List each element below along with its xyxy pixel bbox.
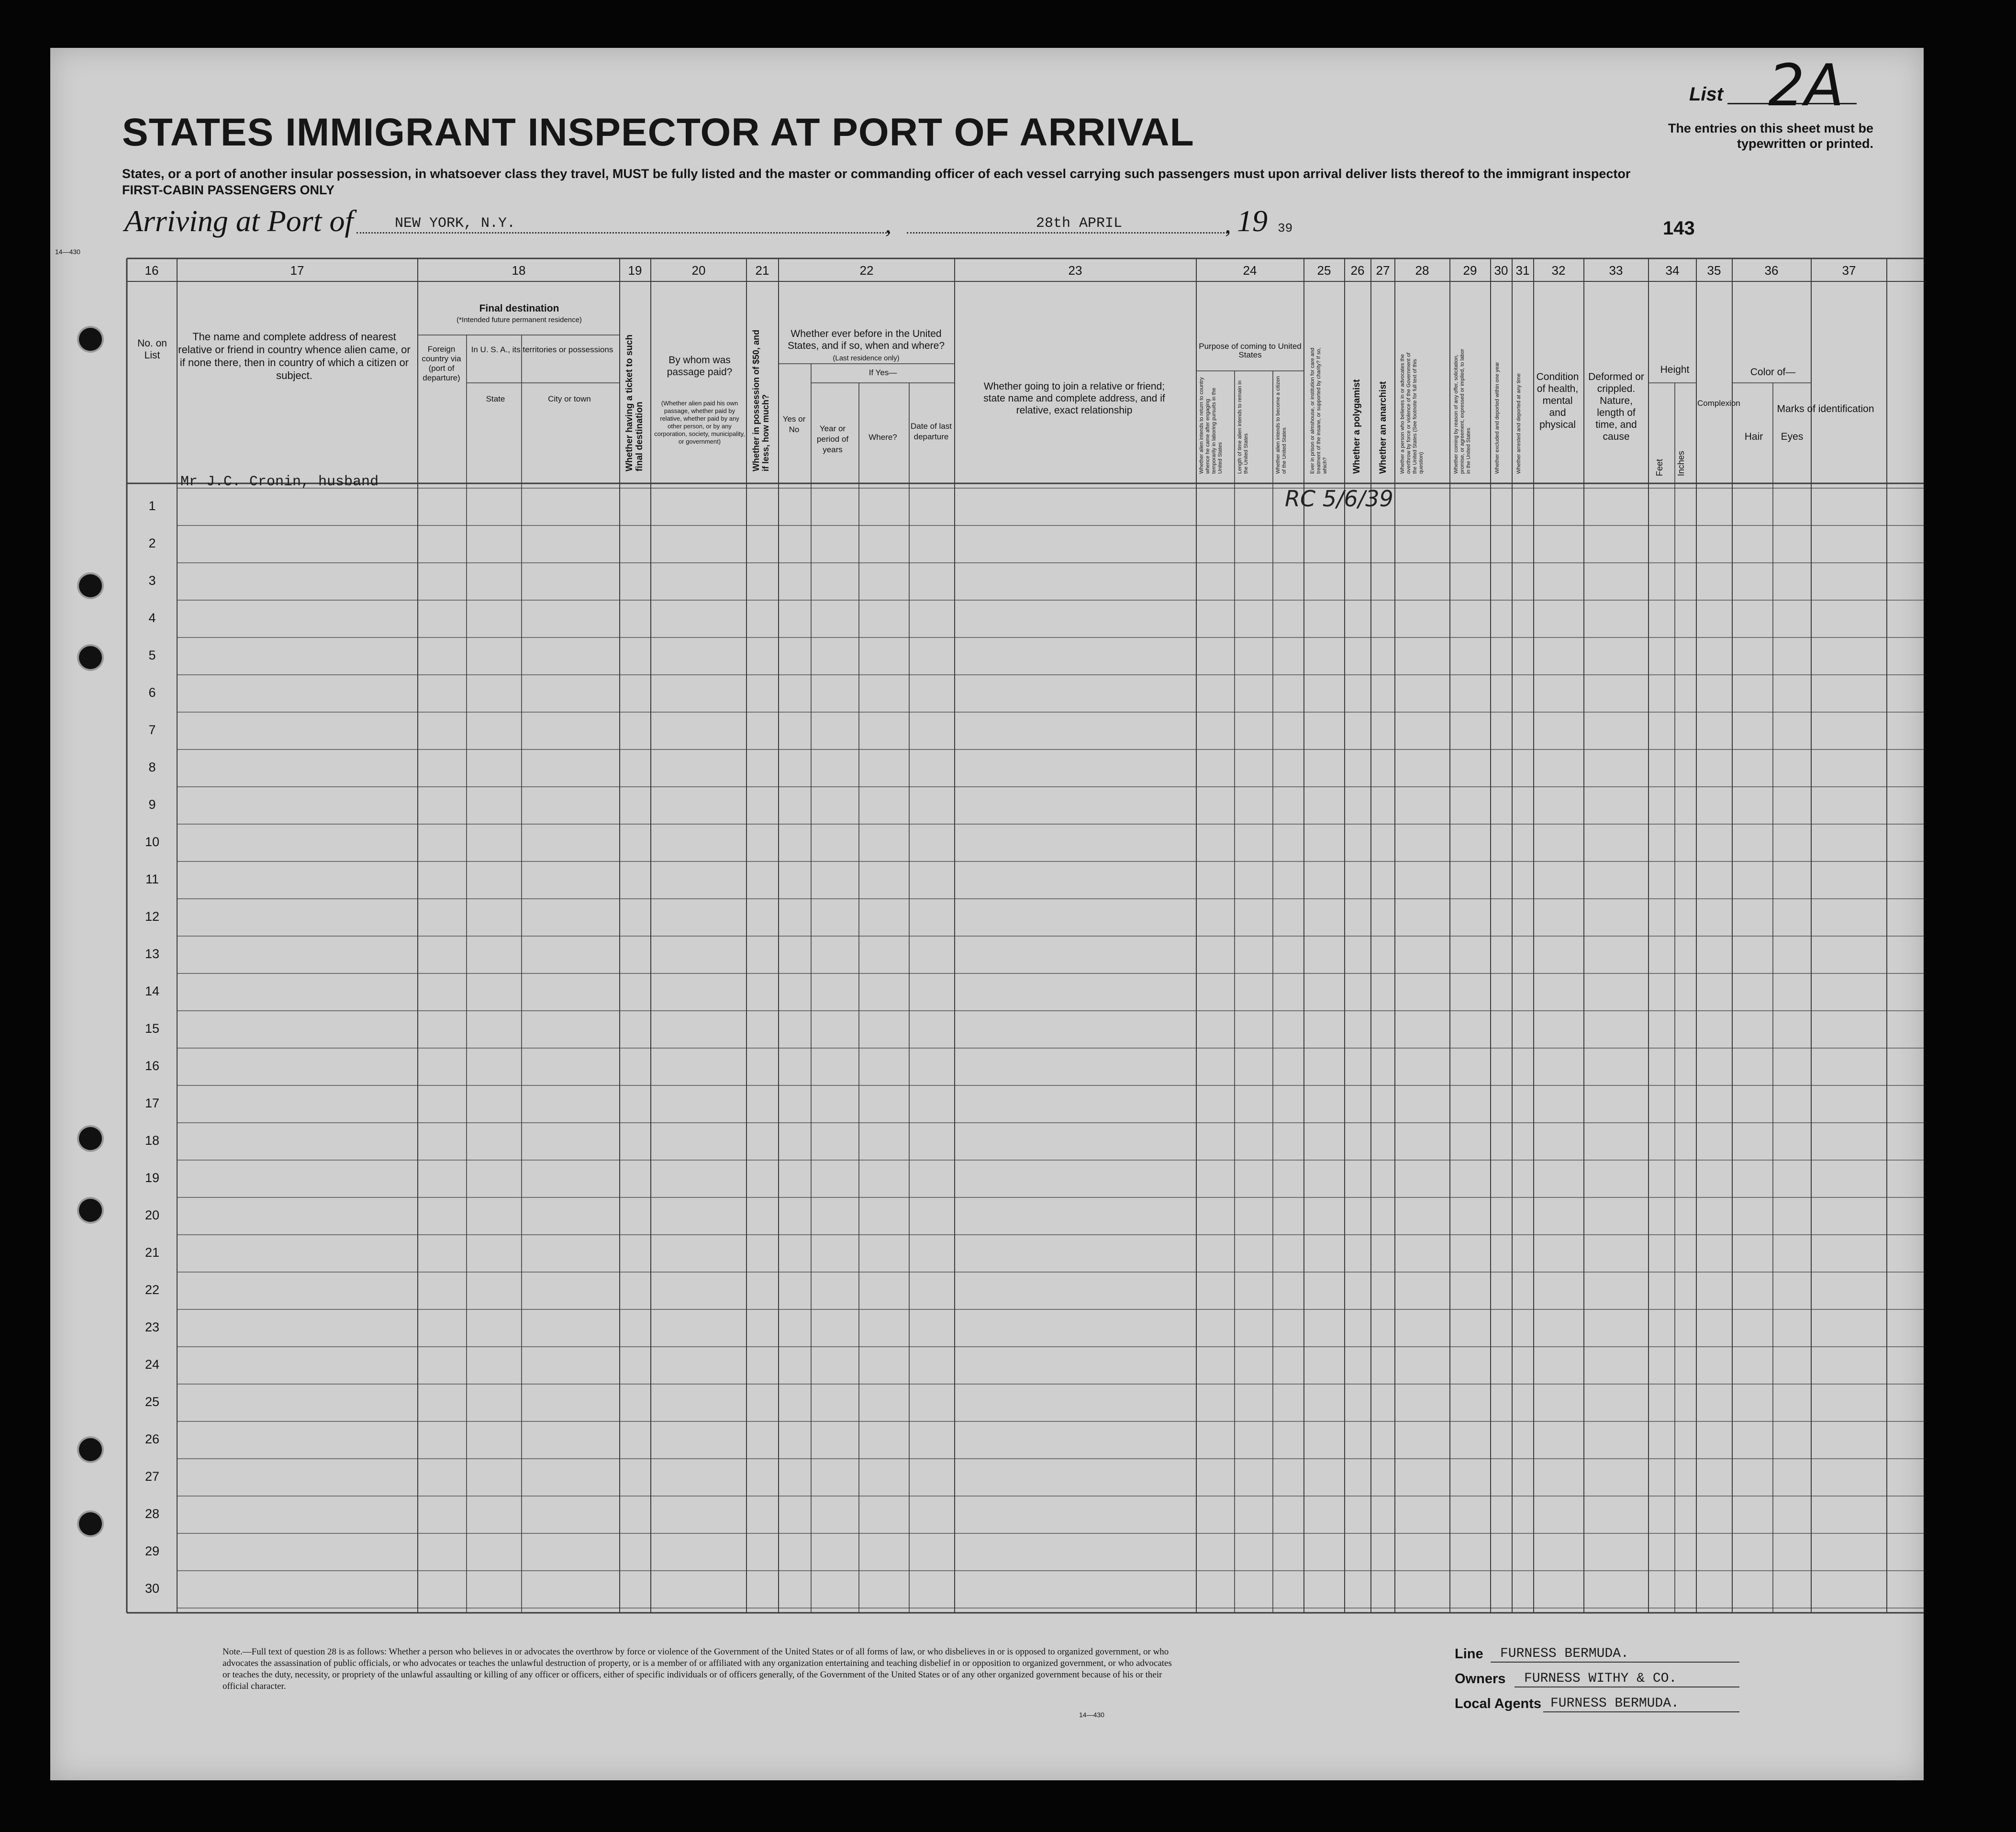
header-col28: Whether a person who believes in or advocates the overthrow by force or violence of the Government of the United States (See footnote for full text of this question) <box>1400 352 1424 474</box>
header-col33: Deformed or crippled. Nature, length of time, and cause <box>1588 371 1644 442</box>
header-col30: Whether excluded and deported within one year <box>1494 362 1500 474</box>
header-col19: Whether having a ticket to such final destination <box>624 334 645 471</box>
header-col24-b: Length of time alien intends to remain in the United States <box>1237 380 1249 474</box>
header-col18: Final destination <box>479 303 559 314</box>
row-number: 18 <box>145 1133 160 1148</box>
header-col27: Whether an anarchist <box>1378 381 1388 474</box>
typewritten-note: The entries on this sheet must be typewritten or printed. <box>1668 121 1873 151</box>
row-number: 9 <box>148 797 156 812</box>
row-number: 8 <box>148 760 156 774</box>
column-number: 17 <box>290 263 304 278</box>
header-col25: Ever in prison or almshouse, or institution for care and treatment of the insane, or supported by charity? If so, which? <box>1310 347 1328 474</box>
form-code-top: 14—430 <box>55 248 80 256</box>
row-number: 26 <box>145 1432 160 1446</box>
owners-value: FURNESS WITHY & CO. <box>1524 1671 1677 1686</box>
column-number: 26 <box>1350 263 1365 278</box>
header-col22-yesno: Yes or No <box>782 414 806 434</box>
header-col23: Whether going to join a relative or friend; state name and complete address, and if relative, exact relationship <box>983 381 1165 416</box>
header-col20: By whom was passage paid? <box>667 355 733 378</box>
header-col29: Whether coming by reason of any offer, solicitation, promise, or agreement, expressed or implied, to labor in the United States <box>1453 348 1471 474</box>
header-col18-foreign: Foreign country via (port of departure) <box>422 345 461 382</box>
sheet-number: 143 <box>1663 218 1695 239</box>
row-number: 13 <box>145 947 160 961</box>
header-col21: Whether in possession of $50, and if less, how much? <box>751 329 770 471</box>
header-col22: Whether ever before in the United States, and if so, when and where? <box>787 328 945 351</box>
row-number: 28 <box>145 1507 160 1521</box>
row-number: 5 <box>148 648 156 662</box>
list-label: List <box>1689 84 1724 105</box>
row-number: 30 <box>145 1581 160 1596</box>
row-number: 1 <box>148 499 156 513</box>
header-col22-year: Year or period of years <box>816 424 849 454</box>
binder-hole <box>79 1199 102 1222</box>
column-number: 16 <box>145 263 159 278</box>
row-number: 16 <box>145 1059 160 1073</box>
header-col37: Marks of identification <box>1777 403 1874 414</box>
header-col24-c: Whether alien intends to become a citizen of the United States <box>1275 376 1287 474</box>
binder-hole <box>79 1438 102 1461</box>
column-number: 36 <box>1764 263 1779 278</box>
row-number: 6 <box>148 685 156 700</box>
column-number: 34 <box>1665 263 1680 278</box>
row-number: 3 <box>148 573 156 588</box>
header-col34-inches: Inches <box>1676 450 1686 476</box>
header-col18-usa: In U. S. A., its territories or possessions <box>471 345 613 354</box>
binder-hole <box>79 1127 102 1150</box>
row-number: 20 <box>145 1208 160 1222</box>
column-number: 33 <box>1609 263 1623 278</box>
binder-hole <box>79 328 102 351</box>
header-col36-eyes: Eyes <box>1781 431 1804 442</box>
row-number: 25 <box>145 1395 160 1409</box>
header-col22-sub: (Last residence only) <box>833 354 900 362</box>
row-number: 27 <box>145 1469 160 1484</box>
row-number: 2 <box>148 536 156 550</box>
column-number: 25 <box>1317 263 1331 278</box>
header-col16: No. on List <box>137 338 167 361</box>
row-number: 23 <box>145 1320 160 1334</box>
column-number: 21 <box>755 263 769 278</box>
row-number: 12 <box>145 909 160 924</box>
header-col36: Color of— <box>1750 367 1796 378</box>
column-number: 20 <box>691 263 706 278</box>
header-col24-a: Whether alien intends to return to country whence he came after engaging temporarily in laboring pursuits in the United States <box>1199 377 1223 474</box>
header-col18-city: City or town <box>548 394 591 403</box>
page-title: STATES IMMIGRANT INSPECTOR AT PORT OF ARRIVAL <box>122 111 1194 154</box>
row-number: 14 <box>145 984 160 998</box>
relative-name: Mr J.C. Cronin, husband <box>180 474 379 490</box>
row-number: 29 <box>145 1544 160 1558</box>
line-label: Line <box>1455 1646 1483 1662</box>
subtitle-instructions: States, or a port of another insular possession, in whatsoever class they travel, MUST be fully listed and the master or commanding officer of each vessel carrying such passengers must upon arrival deliver lists thereof to the immigrant inspector <box>122 167 1631 181</box>
agents-label: Local Agents <box>1455 1696 1542 1711</box>
row-number: 17 <box>145 1096 160 1110</box>
row-number: 15 <box>145 1021 160 1036</box>
column-number: 22 <box>859 263 874 278</box>
column-number: 24 <box>1243 263 1257 278</box>
column-number: 23 <box>1068 263 1082 278</box>
header-col34-feet: Feet <box>1655 458 1664 476</box>
binder-hole <box>79 1512 102 1535</box>
comma-2: , <box>1225 211 1231 238</box>
row-number: 24 <box>145 1357 160 1372</box>
agents-value: FURNESS BERMUDA. <box>1550 1696 1679 1711</box>
row-number: 7 <box>148 723 156 737</box>
subtitle-first-cabin: FIRST-CABIN PASSENGERS ONLY <box>122 183 335 197</box>
binder-hole <box>79 646 102 669</box>
header-col24: Purpose of coming to United States <box>1199 342 1302 359</box>
header-col22-where: Where? <box>869 433 897 442</box>
header-col18-sub: (*Intended future permanent residence) <box>457 316 582 324</box>
footnote-question-28: Note.—Full text of question 28 is as follows: Whether a person who believes in or advocates the overthrow by force or violence of the Government of the United States or of all forms of law, or who disbelieves in or is opposed to organized government, or who advocates the assassination of public officials, or who advocates or teaches the unlawful destruction of property, or is a member of or affiliated with any organization entertaining and teaching disbelief in or opposition to organized government, or who advocates or teaches the duty, necessity, or propriety of the unlawful assaulting or killing of any officer or officers, either of specific individuals or of officers generally, of the Government of the United States or of any other organized government because of his or their official character. <box>223 1647 1172 1691</box>
list-number-handwritten: 2A <box>1768 53 1844 119</box>
inspector-stamp: RC 5/6/39 <box>1285 486 1393 512</box>
column-number: 37 <box>1842 263 1856 278</box>
header-col18-state: State <box>486 394 505 403</box>
year-suffix: 39 <box>1278 221 1293 235</box>
binder-hole <box>79 574 102 597</box>
agents-underline <box>1543 1711 1739 1712</box>
row-number: 4 <box>148 611 156 625</box>
column-number: 32 <box>1551 263 1566 278</box>
year-prefix: 19 <box>1237 204 1268 238</box>
header-col22-date: Date of last departure <box>911 422 952 441</box>
column-number: 18 <box>512 263 526 278</box>
line-underline <box>1491 1662 1739 1663</box>
row-number: 22 <box>145 1283 160 1297</box>
line-value: FURNESS BERMUDA. <box>1500 1646 1629 1661</box>
header-col32: Condition of health, mental and physical <box>1536 371 1579 430</box>
header-col34: Height <box>1660 364 1690 375</box>
date-value: 28th APRIL <box>1036 215 1123 232</box>
row-number: 10 <box>145 835 160 849</box>
column-number: 29 <box>1463 263 1477 278</box>
port-value: NEW YORK, N.Y. <box>395 215 516 232</box>
header-col31: Whether arrested and deported at any time <box>1516 373 1522 474</box>
column-number: 28 <box>1415 263 1429 278</box>
header-col26: Whether a polygamist <box>1352 379 1362 474</box>
row-number: 11 <box>145 872 159 886</box>
row-number: 19 <box>145 1171 160 1185</box>
header-col36-hair: Hair <box>1744 431 1763 442</box>
column-number: 30 <box>1494 263 1508 278</box>
column-number: 31 <box>1515 263 1530 278</box>
comma: , <box>885 211 891 238</box>
header-col20-sub: (Whether alien paid his own passage, whether paid by relative, whether paid by any other person, or by any corporation, society, municipality, or government) <box>654 400 745 445</box>
manifest-sheet <box>50 48 1924 1780</box>
column-number: 19 <box>628 263 642 278</box>
arriving-label: Arriving at Port of <box>124 204 354 238</box>
table-grid <box>50 48 1924 1780</box>
row-number: 21 <box>145 1245 160 1260</box>
owners-label: Owners <box>1455 1671 1506 1687</box>
header-col35: Complexion <box>1697 399 1740 408</box>
footer-form-code: 14—430 <box>1079 1711 1104 1719</box>
header-col22-ifyes: If Yes— <box>869 368 897 377</box>
column-number: 27 <box>1376 263 1390 278</box>
header-col17: The name and complete address of nearest relative or friend in country whence alien came, or if none there, then in country of which a citizen or subject. <box>178 331 411 381</box>
column-number: 35 <box>1707 263 1721 278</box>
